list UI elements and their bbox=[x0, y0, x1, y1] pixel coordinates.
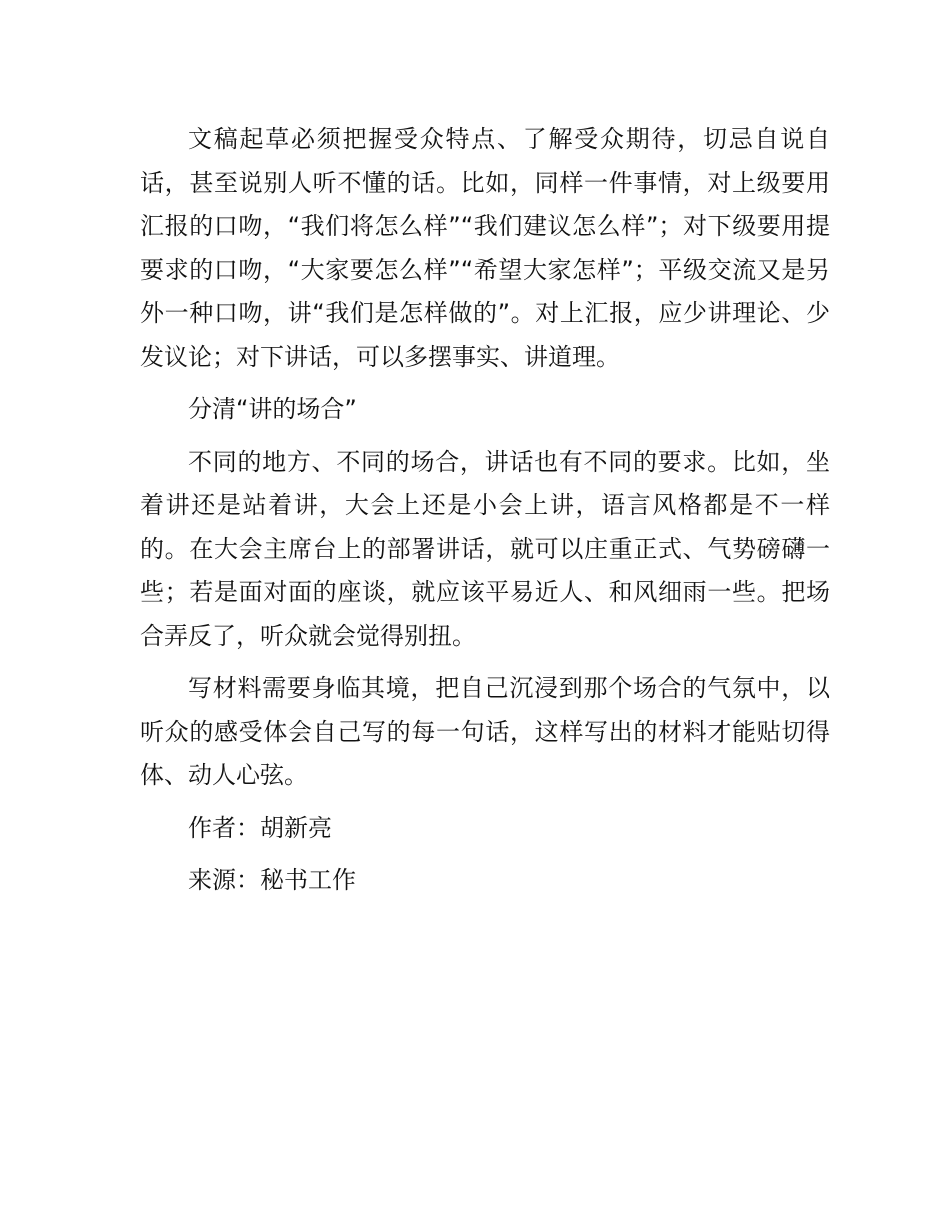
paragraph-audience: 文稿起草必须把握受众特点、了解受众期待，切忌自说自话，甚至说别人听不懂的话。比如，同样一件事情，对上级要用汇报的口吻，“我们将怎么样”“我们建议怎么样”；对下级要用提要求的口吻，“大家要怎么样”“希望大家怎样”；平级交流又是另外一种口吻，讲“我们是怎样做的”。对上汇报，应少讲理论、少发议论；对下讲话，可以多摆事实、讲道理。 bbox=[140, 125, 830, 371]
document-body bbox=[140, 118, 830, 912]
source-line: 来源：秘书工作 bbox=[188, 866, 356, 894]
paragraph-occasion: 不同的地方、不同的场合，讲话也有不同的要求。比如，坐着讲还是站着讲，大会上还是小会上讲，语言风格都是不一样的。在大会主席台上的部署讲话，就可以庄重正式、气势磅礴一些；若是面对面的座谈，就应该平易近人、和风细雨一些。把场合弄反了，听众就会觉得别扭。 bbox=[140, 447, 830, 650]
paragraph-immersion: 写材料需要身临其境，把自己沉浸到那个场合的气氛中，以听众的感受体会自己写的每一句话，这样写出的材料才能贴切得体、动人心弦。 bbox=[140, 674, 830, 789]
author-line: 作者：胡新亮 bbox=[188, 813, 332, 842]
section-heading-occasion: 分清“讲的场合” bbox=[188, 395, 357, 423]
